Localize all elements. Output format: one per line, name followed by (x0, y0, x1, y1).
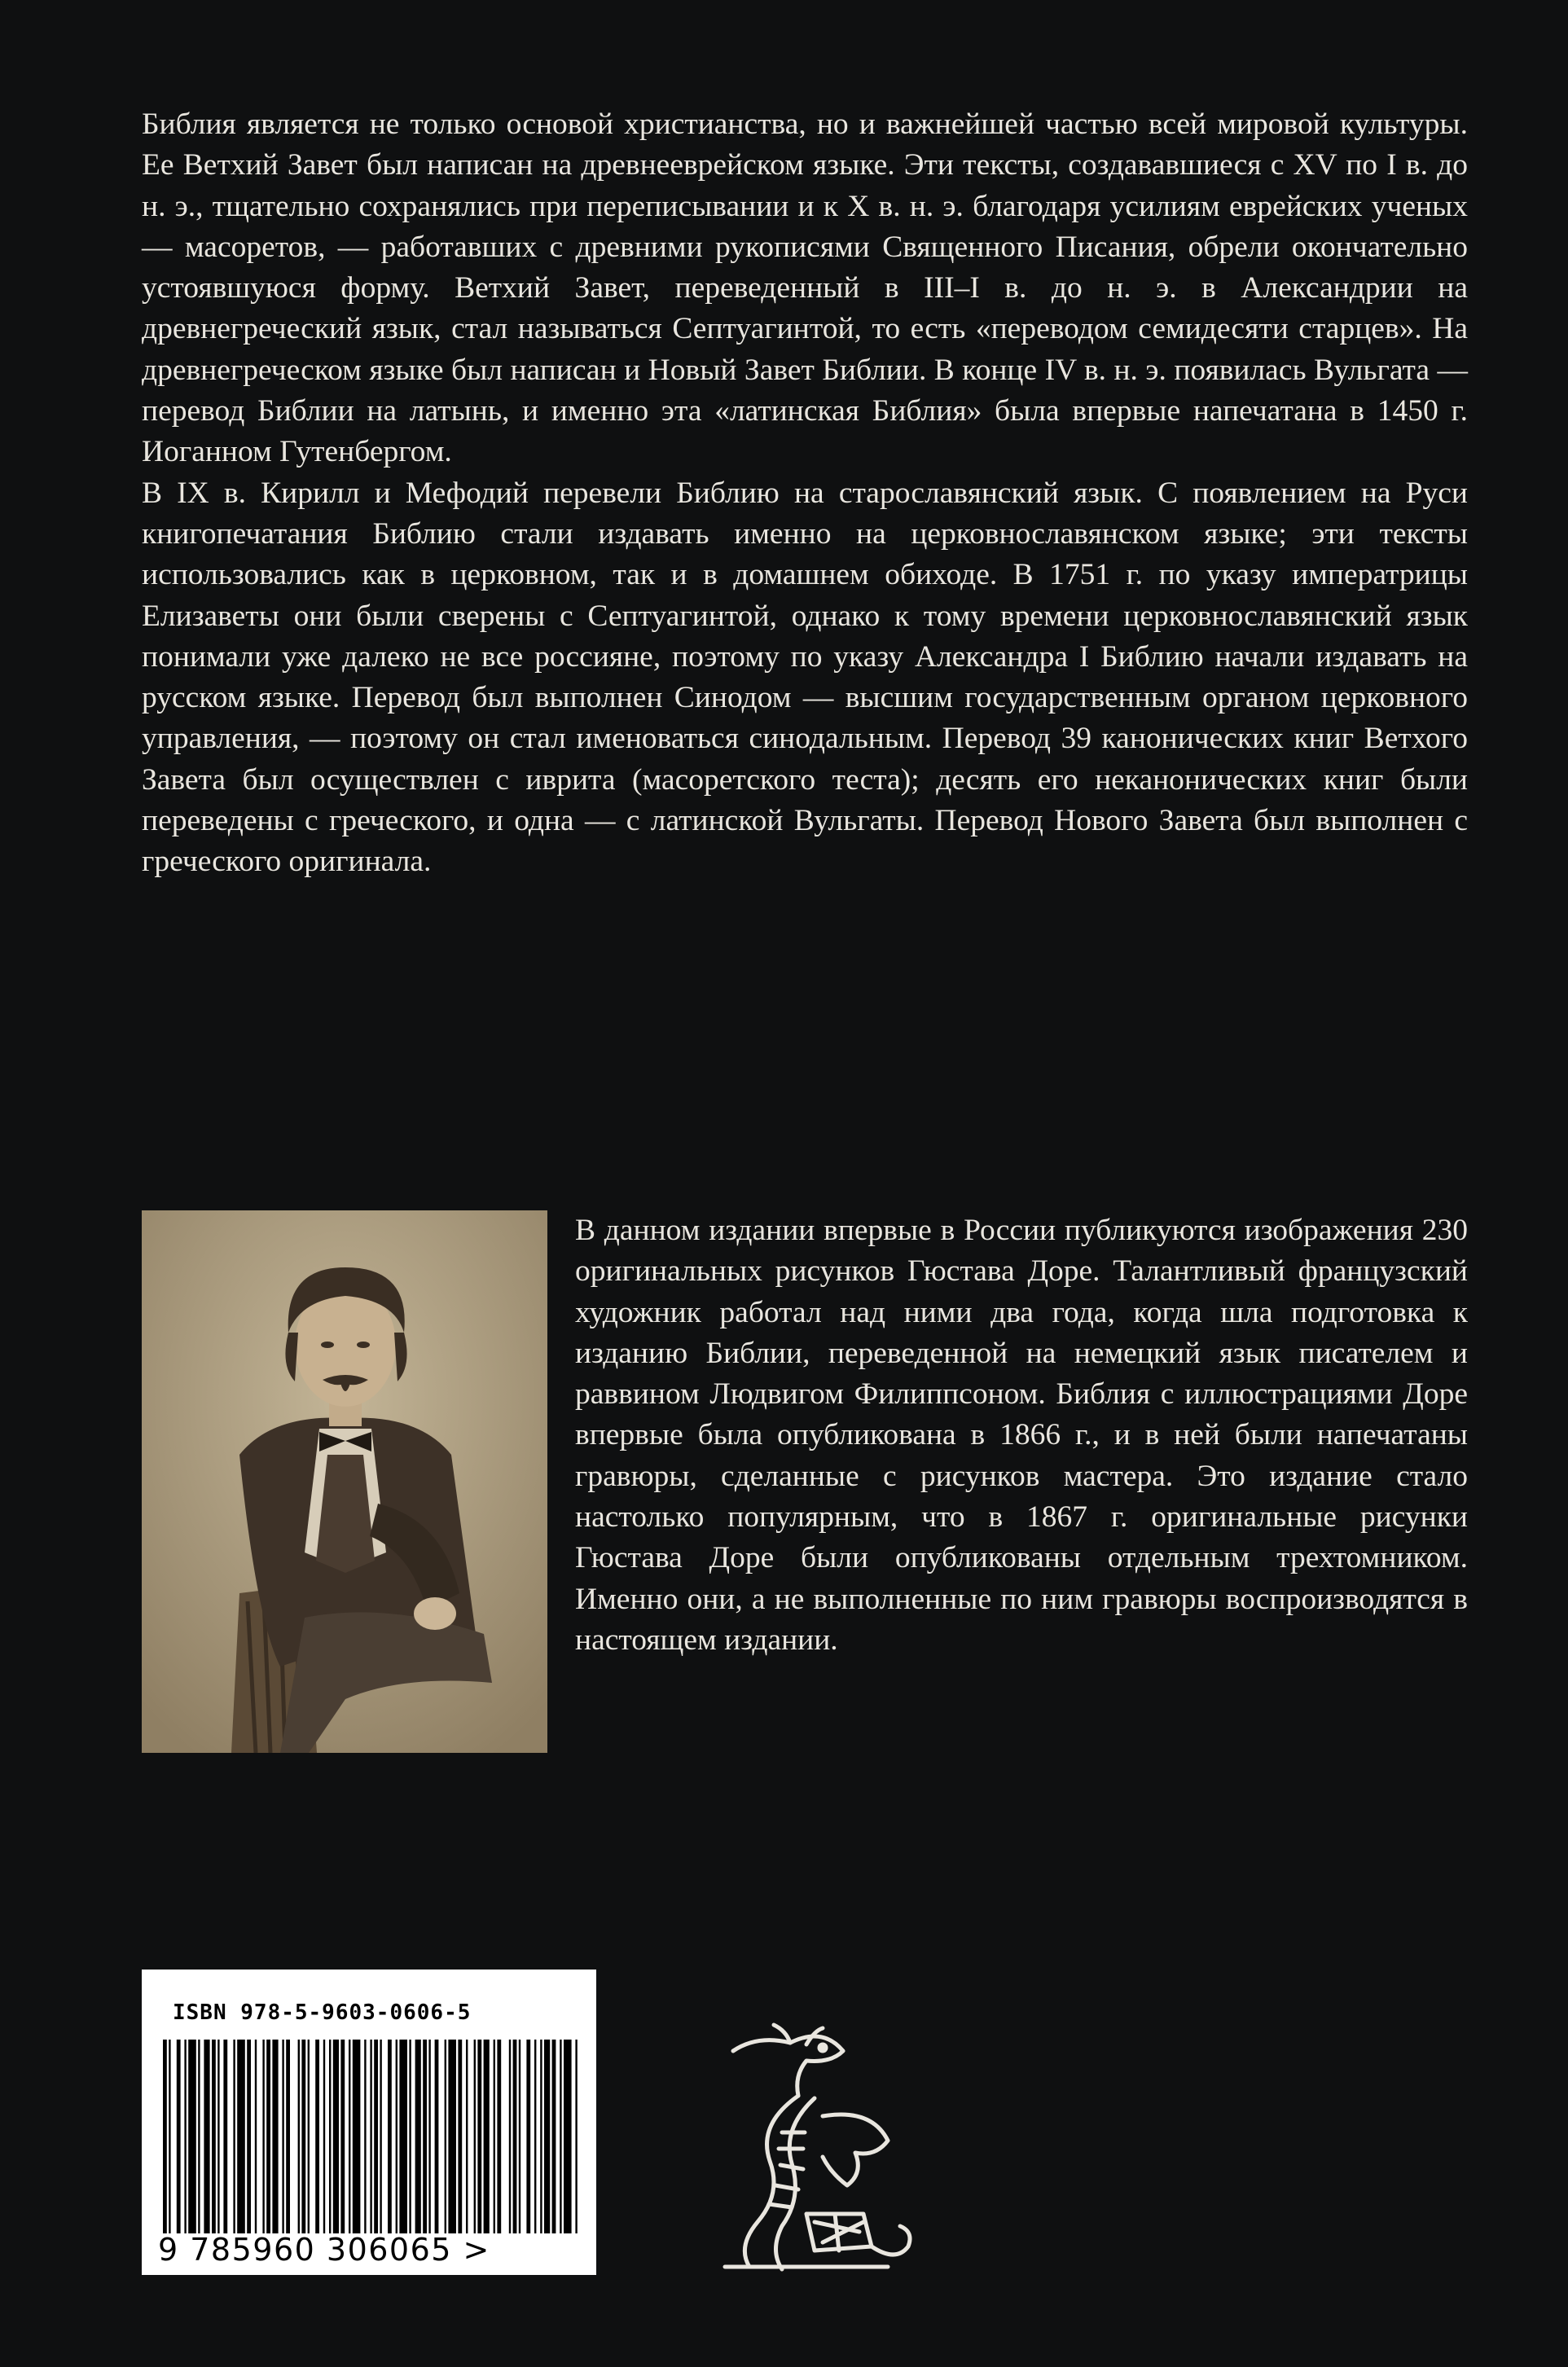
barcode-bar (237, 2040, 245, 2233)
barcode-bar (212, 2040, 216, 2233)
barcode-bar (448, 2040, 456, 2233)
barcode-bar (423, 2040, 427, 2233)
barcode-bar (509, 2040, 511, 2233)
barcode-bar (308, 2040, 310, 2233)
barcode-bar (526, 2040, 530, 2233)
publisher-logo-dragon (701, 2018, 920, 2283)
barcode-bar (266, 2040, 270, 2233)
barcode-bar (519, 2040, 520, 2233)
isbn-barcode (142, 1970, 596, 2275)
barcode-bar (315, 2040, 319, 2233)
barcode-bar (353, 2040, 361, 2233)
barcode-bar (435, 2040, 439, 2233)
barcode-bar (415, 2040, 421, 2233)
barcode-bar (340, 2040, 345, 2233)
intro-paragraph: В IX в. Кирилл и Мефодий перевели Библию на старославянский язык. С появлением на Руси книгопечатания Библию стали издавать именно на церковнославянском языке; эти тексты использовались как в церковном, так и в домашнем обиходе. В 1751 г. по указу императрицы Елизаветы они были сверены с Септуагинтой, однако к тому времени церковнославянский язык понимали уже далеко не все россияне, поэтому по указу Александра I Библию начали издавать на русском языке. Перевод был выполнен Синодом — высшим государственным органом церковного управления, — поэтому он стал именоваться синодальным. Перевод 39 канонических книг Ветхого Завета был осуществлен с иврита (масоретского теста); десять его неканонических книг были переведены с греческого, и одна — с латинской Вульгаты. Перевод Нового Завета был выполнен с греческого оригинала. (142, 476, 1468, 879)
barcode-bar (262, 2040, 264, 2233)
barcode-bar (497, 2040, 501, 2233)
intro-paragraph: Библия является не только основой христианства, но и важнейшей частью всей мировой культуры. Ее Ветхий Завет был написан на древнееврейском языке. Эти тексты, создававшиеся с XV по I в. до н. э., тщательно сохранялись при переписывании и к X в. н. э. благодаря усилиям еврейских ученых — масоретов, — работавших с древними рукописями Священного Писания, обрели окончательно устоявшуюся форму. Ветхий Завет, переведенный в III–I в. до н. э. в Александрии на древнегреческий язык, стал называться Септуагинтой, то есть «переводом семидесяти старцев». На древнегреческом языке был написан и Новый Завет Библии. В конце IV в. н. э. появилась Вульгата — перевод Библии на латынь, и именно эта «латинская Библия» была впервые напечатана в 1450 г. Иоганном Гутенбергом. (142, 108, 1468, 469)
barcode-bar (333, 2040, 339, 2233)
isbn-label: ISBN 978-5-9603-0606-5 (173, 2000, 472, 2025)
barcode-bar (184, 2040, 186, 2233)
barcode-bar (323, 2040, 325, 2233)
barcode-bar (370, 2040, 371, 2233)
barcode-bar (534, 2040, 536, 2233)
barcode-bar (204, 2040, 209, 2233)
barcode-bar (364, 2040, 366, 2233)
barcode-bar (466, 2040, 468, 2233)
barcode-bar (540, 2040, 542, 2233)
barcode-bar (329, 2040, 331, 2233)
edition-text-block (575, 1210, 1468, 1661)
barcode-bar (564, 2040, 572, 2233)
ean-digits: 9 785960 306065 > (158, 2232, 490, 2268)
barcode-bar (428, 2040, 430, 2233)
barcode-bar (388, 2040, 392, 2233)
barcode-bar (409, 2040, 411, 2233)
barcode-bar (247, 2040, 251, 2233)
barcode-bars (160, 2040, 583, 2233)
barcode-bar (198, 2040, 200, 2233)
barcode-bar (552, 2040, 556, 2233)
barcode-bar (575, 2040, 577, 2233)
barcode-bar (484, 2040, 490, 2233)
barcode-bar (477, 2040, 481, 2233)
barcode-bar (380, 2040, 381, 2233)
barcode-bar (494, 2040, 495, 2233)
barcode-bar (396, 2040, 397, 2233)
barcode-bar (188, 2040, 196, 2233)
barcode-bar (163, 2040, 167, 2233)
barcode-bar (217, 2040, 219, 2233)
barcode-bar (282, 2040, 283, 2233)
barcode-bar (458, 2040, 462, 2233)
barcode-bar (223, 2040, 227, 2233)
edition-paragraph: В данном издании впервые в России публикуются изображения 230 оригинальных рисунков Гюстава Доре. Талантливый французский художник работал над ними два года, когда шла подготовка к изданию Библии, переведенной на немецкий язык писателем и раввином Людвигом Филиппсоном. Библия с иллюстрациями Доре впервые была опубликована в 1866 г., и в ней были напечатаны гравюры, сделанные с рисунков мастера. Это издание стало настолько популярным, что в 1867 г. оригинальные рисунки Гюстава Доре были опубликованы отдельным трехтомником. Именно они, а не выполненные по ним гравюры воспроизводятся в настоящем издании. (575, 1214, 1468, 1657)
barcode-bar (255, 2040, 257, 2233)
barcode-bar (445, 2040, 446, 2233)
barcode-bar (399, 2040, 407, 2233)
barcode-bar (474, 2040, 476, 2233)
barcode-bar (286, 2040, 290, 2233)
barcode-bar (374, 2040, 378, 2233)
barcode-bar (169, 2040, 170, 2233)
barcode-bar (513, 2040, 517, 2233)
barcode-bar (272, 2040, 278, 2233)
barcode-bar (560, 2040, 561, 2233)
barcode-bar (233, 2040, 235, 2233)
intro-text-block (142, 104, 1468, 883)
barcode-bar (301, 2040, 305, 2233)
barcode-bar (544, 2040, 550, 2233)
barcode-bar (349, 2040, 350, 2233)
barcode-bar (298, 2040, 300, 2233)
barcode-bar (177, 2040, 181, 2233)
portrait-photo (142, 1210, 547, 1753)
